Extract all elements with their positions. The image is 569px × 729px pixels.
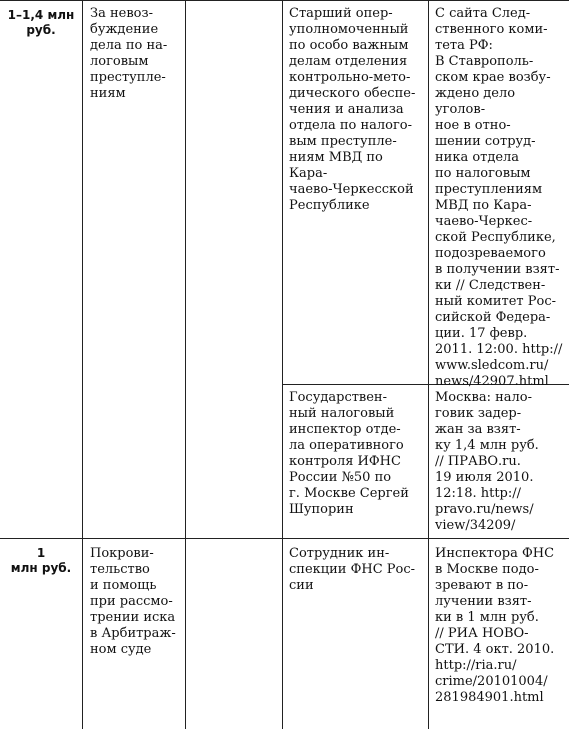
column-divider: [82, 0, 83, 729]
source-cell: Москва: нало- говик задер- жан за взят- ку 1,4 млн руб. // ПРАВО.ru. 19 июля 2010. 12:18. http:// pravo.ru/news/ view/34209/: [435, 390, 539, 533]
reason-cell: За невоз- буждение дела по на- логовым преступле- ниям: [90, 6, 168, 101]
position-cell: Государствен- ный налоговый инспектор отде- ла оперативного контроля ИФНС России №50 по г. Москве Сергей Шупорин: [289, 390, 409, 517]
reason-cell: Покрови- тельство и помощь при рассмо- трении иска в Арбитраж- ном суде: [90, 546, 176, 657]
column-divider: [185, 0, 186, 729]
position-cell: Старший опер- уполномоченный по особо важным делам отделения контрольно-мето- дического обеспе- чения и анализа отдела по налого- вым преступле- ниям МВД по Кара- чаево-Черкесской Республике: [289, 6, 416, 213]
row-divider: [0, 0, 569, 1]
position-cell: Сотрудник ин- спекции ФНС Рос- сии: [289, 546, 416, 593]
column-divider: [428, 0, 429, 729]
row-divider: [0, 538, 569, 539]
source-cell: С сайта След- ственного коми- тета РФ: В Ставрополь- ском крае возбу- ждено дело уголов- ное в отно- шении сотруд- ника отдела по налоговым преступлениям МВД по Кара- чаево-Черкес- ской Республике, подозреваемого в получении взят- ки // Следствен- ный комитет Рос- сийской Федера- ции. 17 февр. 2011. 12:00. http:// www.sledcom.ru/ news/42907.html: [435, 6, 563, 389]
amount-cell: 1 млн руб.: [10, 546, 72, 575]
amount-cell: 1–1,4 млн руб.: [7, 8, 75, 37]
column-divider: [282, 0, 283, 729]
source-cell: Инспектора ФНС в Москве подо- зревают в по- лучении взят- ки в 1 млн руб. // РИА НОВО- СТИ. 4 окт. 2010. http://ria.ru/ crime/20101004/ 281984901.html: [435, 546, 555, 705]
